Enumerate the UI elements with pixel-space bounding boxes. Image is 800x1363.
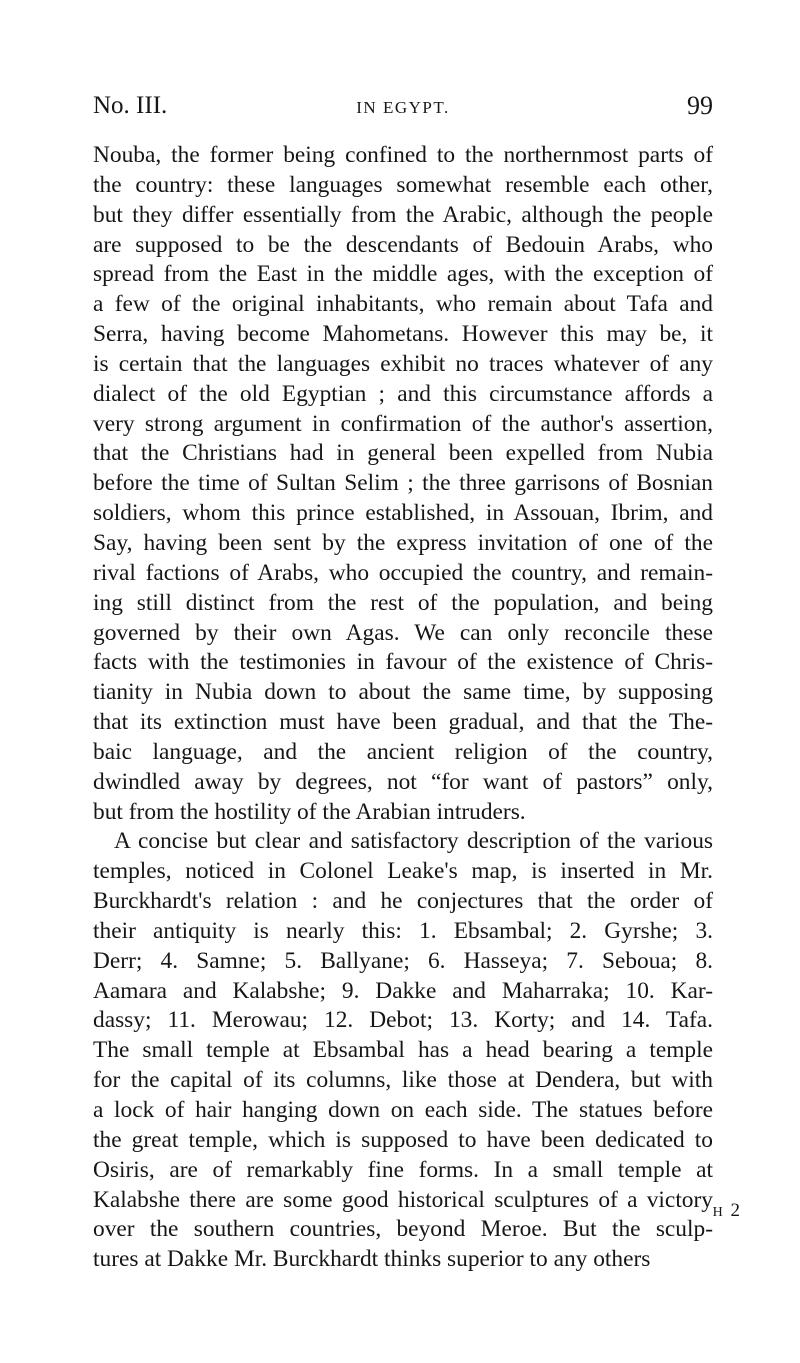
text-line: Say, having been sent by the express invitation of one of the: [93, 529, 713, 556]
text-line: ing still distinct from the rest of the population, and being: [93, 589, 713, 616]
text-line: the great temple, which is supposed to have been dedicated to: [93, 1126, 713, 1153]
text-line: over the southern countries, beyond Meroe. But the sculp-: [93, 1216, 713, 1243]
paragraph: [93, 141, 713, 827]
paragraph: [93, 827, 713, 1275]
text-line: but they differ essentially from the Arabic, although the people: [93, 201, 713, 228]
text-line: dialect of the old Egyptian ; and this circumstance affords a: [93, 380, 713, 407]
text-line: very strong argument in confirmation of the author's assertion,: [93, 410, 713, 437]
text-line: rival factions of Arabs, who occupied the country, and remain-: [93, 559, 713, 586]
text-line: tures at Dakke Mr. Burckhardt thinks superior to any others: [93, 1246, 651, 1273]
book-page: [93, 88, 713, 1275]
text-line: tianity in Nubia down to about the same time, by supposing: [93, 679, 713, 706]
text-line: soldiers, whom this prince established, in Assouan, Ibrim, and: [93, 500, 713, 527]
text-line: dassy; 11. Merowau; 12. Debot; 13. Korty; and 14. Tafa.: [93, 1007, 713, 1034]
text-line: a few of the original inhabitants, who remain about Tafa and: [93, 291, 713, 318]
text-line: for the capital of its columns, like those at Dendera, but with: [93, 1067, 713, 1094]
text-line: spread from the East in the middle ages, with the exception of: [93, 261, 713, 288]
text-line: Kalabshe there are some good historical sculptures of a victory: [93, 1186, 713, 1213]
text-line: but from the hostility of the Arabian intruders.: [93, 798, 526, 825]
text-line: before the time of Sultan Selim ; the three garrisons of Bosnian: [93, 470, 713, 497]
text-line: Aamara and Kalabshe; 9. Dakke and Maharraka; 10. Kar-: [93, 977, 713, 1004]
text-line: Burckhardt's relation : and he conjectures that the order of: [93, 888, 713, 915]
body-text: [93, 141, 713, 1275]
section-number: No. III.: [93, 92, 168, 119]
running-head: [93, 88, 713, 124]
text-line: the country: these languages somewhat resemble each other,: [93, 171, 713, 198]
text-line: Derr; 4. Samne; 5. Ballyane; 6. Hasseya; 7. Seboua; 8.: [93, 947, 713, 974]
text-line: temples, noticed in Colonel Leake's map, is inserted in Mr.: [93, 858, 713, 885]
text-line: dwindled away by degrees, not “for want of pastors” only,: [93, 768, 713, 795]
text-line: their antiquity is nearly this: 1. Ebsambal; 2. Gyrshe; 3.: [93, 917, 713, 944]
running-title: IN EGYPT.: [356, 98, 450, 117]
text-line: is certain that the languages exhibit no traces whatever of any: [93, 350, 713, 377]
text-line: are supposed to be the descendants of Bedouin Arabs, who: [93, 231, 713, 258]
text-line: Serra, having become Mahometans. However this may be, it: [93, 321, 713, 348]
text-line: that its extinction must have been gradual, and that the The-: [93, 709, 713, 736]
text-line: Nouba, the former being confined to the northernmost parts of: [93, 142, 713, 168]
text-line: facts with the testimonies in favour of the existence of Chris-: [93, 649, 713, 676]
printer-signature-mark: [713, 1200, 742, 1222]
text-line: governed by their own Agas. We can only reconcile these: [93, 619, 713, 646]
text-line: a lock of hair hanging down on each side. The statues before: [93, 1097, 713, 1123]
signature-number: 2: [730, 1200, 742, 1221]
page-number: 99: [687, 91, 713, 120]
text-line: Osiris, are of remarkably fine forms. In a small temple at: [93, 1156, 713, 1183]
text-line: baic language, and the ancient religion of the country,: [93, 738, 713, 765]
text-line: A concise but clear and satisfactory description of the various: [114, 828, 713, 855]
signature-letter: H: [712, 1205, 724, 1220]
text-line: The small temple at Ebsambal has a head bearing a temple: [93, 1037, 713, 1064]
text-line: that the Christians had in general been expelled from Nubia: [93, 440, 713, 467]
